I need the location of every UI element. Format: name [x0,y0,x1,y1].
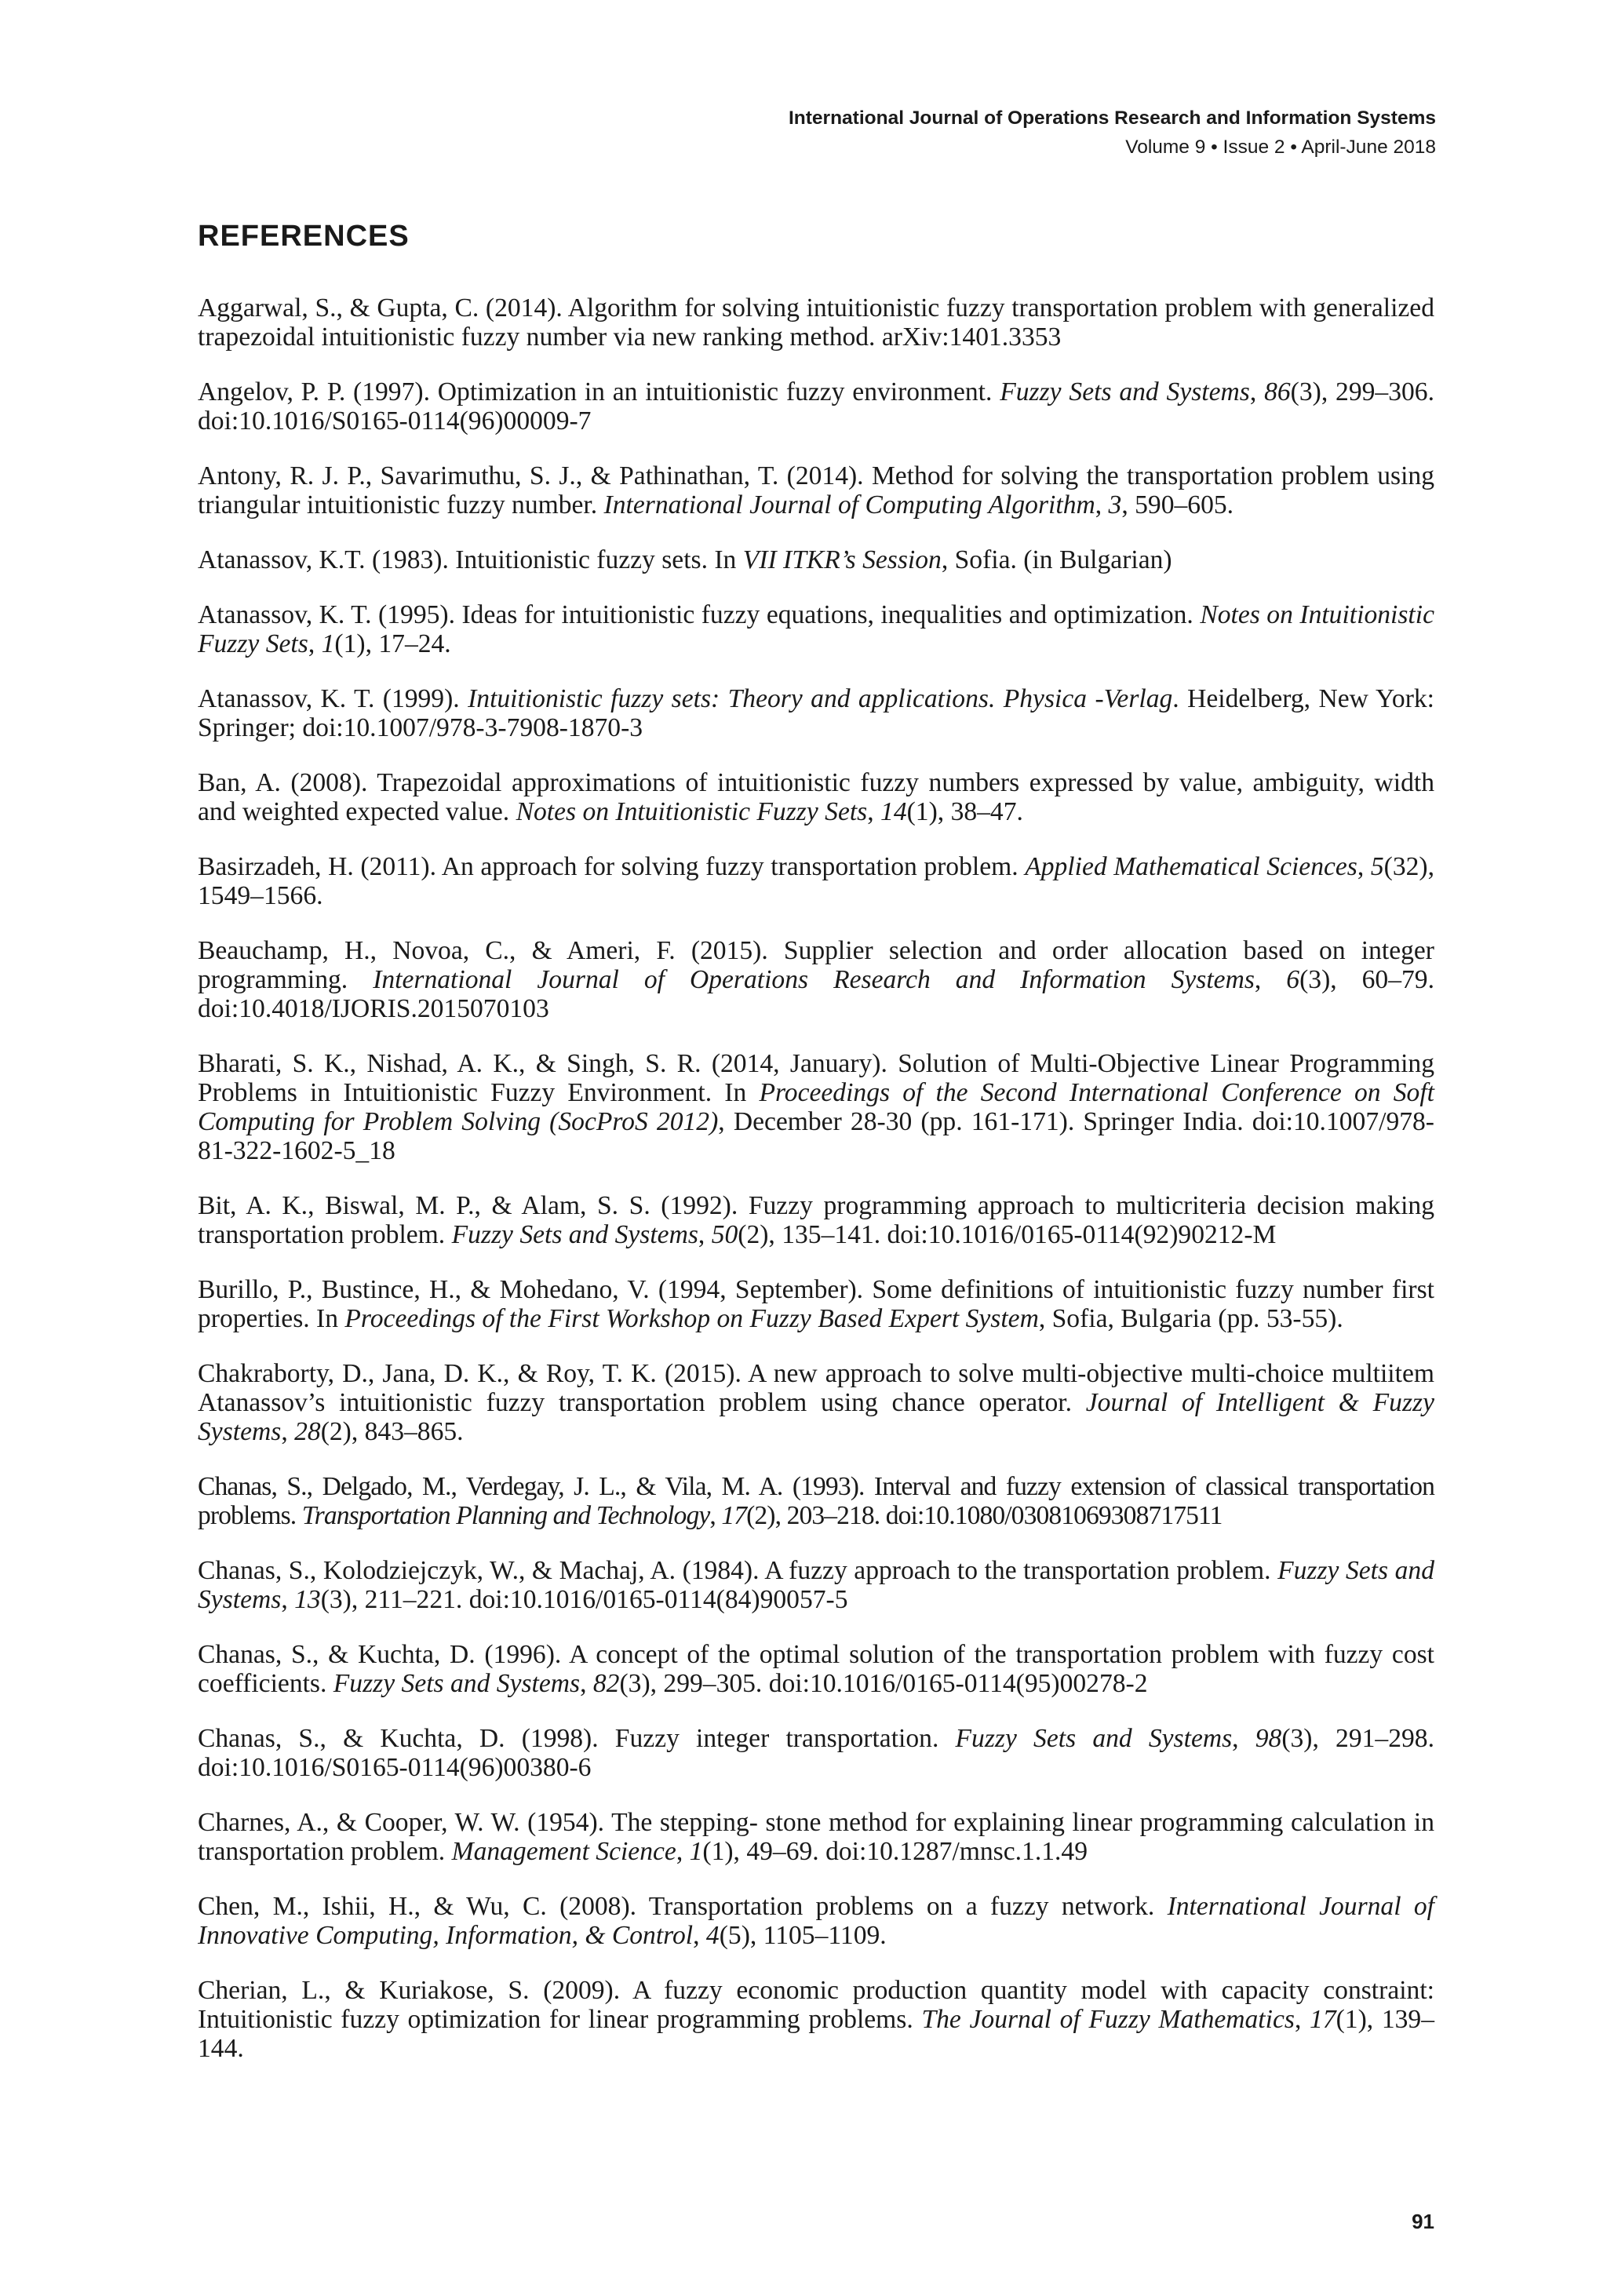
reference-item: Ban, A. (2008). Trapezoidal approximations of intuitionistic fuzzy numbers expressed by value, ambiguity, width and weighted expected value. Notes on Intuitionistic Fuzzy Sets, 14(1), 38–47. [198,768,1434,826]
reference-item: Burillo, P., Bustince, H., & Mohedano, V. (1994, September). Some definitions of intuitionistic fuzzy number first properties. In Proceedings of the First Workshop on Fuzzy Based Expert System, Sofia, Bulgaria (pp. 53-55). [198,1275,1434,1333]
reference-item: Charnes, A., & Cooper, W. W. (1954). The stepping- stone method for explaining linear programming calculation in transportation problem. Management Science, 1(1), 49–69. doi:10.1287/mnsc.1.1.49 [198,1808,1434,1866]
reference-item: Chanas, S., & Kuchta, D. (1998). Fuzzy integer transportation. Fuzzy Sets and Systems, 98(3), 291–298. doi:10.1016/S0165-0114(96)00380-6 [198,1724,1434,1782]
section-title: REFERENCES [198,220,410,253]
journal-name: International Journal of Operations Research and Information Systems [788,108,1436,129]
reference-item: Chanas, S., Kolodziejczyk, W., & Machaj, A. (1984). A fuzzy approach to the transportation problem. Fuzzy Sets and Systems, 13(3), 211–221. doi:10.1016/0165-0114(84)90057-5 [198,1556,1434,1614]
reference-item: Beauchamp, H., Novoa, C., & Ameri, F. (2015). Supplier selection and order allocation based on integer programming. International Journal of Operations Research and Information Systems, 6(3), 60–79. doi:10.4018/IJORIS.2015070103 [198,936,1434,1023]
reference-item: Chanas, S., & Kuchta, D. (1996). A concept of the optimal solution of the transportation problem with fuzzy cost coefficients. Fuzzy Sets and Systems, 82(3), 299–305. doi:10.1016/0165-0114(95)00278-2 [198,1640,1434,1698]
reference-item: Atanassov, K. T. (1995). Ideas for intuitionistic fuzzy equations, inequalities and optimization. Notes on Intuitionistic Fuzzy Sets, 1(1), 17–24. [198,600,1434,658]
reference-item: Basirzadeh, H. (2011). An approach for solving fuzzy transportation problem. Applied Mathematical Sciences, 5(32), 1549–1566. [198,852,1434,910]
reference-item: Antony, R. J. P., Savarimuthu, S. J., & Pathinathan, T. (2014). Method for solving the transportation problem using triangular intuitionistic fuzzy number. International Journal of Computing Algorithm, 3, 590–605. [198,461,1434,519]
reference-item: Bharati, S. K., Nishad, A. K., & Singh, S. R. (2014, January). Solution of Multi-Objective Linear Programming Problems in Intuitionistic Fuzzy Environment. In Proceedings of the Second International Conference on Soft Computing for Problem Solving (SocProS 2012), December 28-30 (pp. 161-171). Springer India. doi:10.1007/978-81-322-1602-5_18 [198,1049,1434,1165]
page-number: 91 [1412,2210,1434,2233]
reference-item: Chakraborty, D., Jana, D. K., & Roy, T. K. (2015). A new approach to solve multi-objective multi-choice multiitem Atanassov’s intuitionistic fuzzy transportation problem using chance operator. Journal of Intelligent & Fuzzy Systems, 28(2), 843–865. [198,1359,1434,1446]
reference-item: Angelov, P. P. (1997). Optimization in an intuitionistic fuzzy environment. Fuzzy Sets and Systems, 86(3), 299–306. doi:10.1016/S0165-0114(96)00009-7 [198,377,1434,436]
reference-item: Bit, A. K., Biswal, M. P., & Alam, S. S. (1992). Fuzzy programming approach to multicriteria decision making transportation problem. Fuzzy Sets and Systems, 50(2), 135–141. doi:10.1016/0165-0114(92)90212-M [198,1191,1434,1249]
issue-info: Volume 9 • Issue 2 • April-June 2018 [1125,137,1436,158]
reference-item: Chen, M., Ishii, H., & Wu, C. (2008). Transportation problems on a fuzzy network. International Journal of Innovative Computing, Information, & Control, 4(5), 1105–1109. [198,1892,1434,1950]
reference-item: Atanassov, K. T. (1999). Intuitionistic fuzzy sets: Theory and applications. Physica -Verlag. Heidelberg, New York: Springer; doi:10.1007/978-3-7908-1870-3 [198,684,1434,742]
reference-item: Atanassov, K.T. (1983). Intuitionistic fuzzy sets. In VII ITKR’s Session, Sofia. (in Bulgarian) [198,545,1172,574]
reference-item: Aggarwal, S., & Gupta, C. (2014). Algorithm for solving intuitionistic fuzzy transportation problem with generalized trapezoidal intuitionistic fuzzy number via new ranking method. arXiv:1401.3353 [198,293,1434,352]
reference-list [198,293,1434,2089]
reference-item: Cherian, L., & Kuriakose, S. (2009). A fuzzy economic production quantity model with capacity constraint: Intuitionistic fuzzy optimization for linear programming problems. The Journal of Fuzzy Mathematics, 17(1), 139–144. [198,1976,1434,2063]
running-header [789,104,1436,162]
reference-item: Chanas, S., Delgado, M., Verdegay, J. L., & Vila, M. A. (1993). Interval and fuzzy extension of classical transportation problems. Transportation Planning and Technology, 17(2), 203–218. doi:10.1080/03081069308717511 [198,1472,1434,1530]
